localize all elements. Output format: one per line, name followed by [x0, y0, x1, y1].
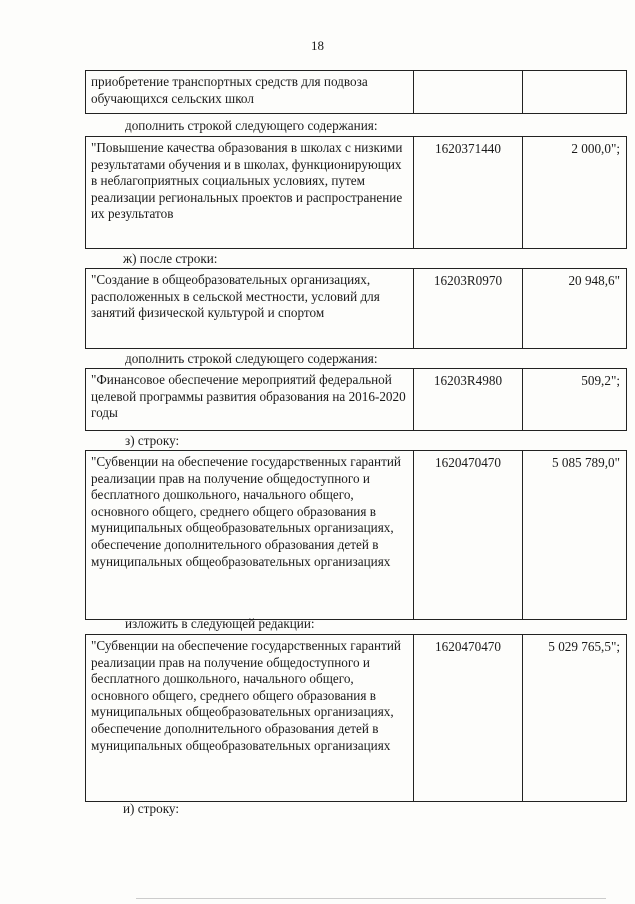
table-block [85, 268, 627, 349]
name-cell: "Субвенции на обеспечение государственных гарантий реализации прав на получение общедоступного и бесплатного дошкольного, начального общего, основного общего, среднего общего образования в муниципальных общеобразовательных организациях, обеспечение дополнительного образования детей в муниципальных общеобразовательных организациях [86, 451, 414, 620]
page-number: 18 [311, 38, 324, 53]
name-cell: "Создание в общеобразовательных организациях, расположенных в сельской местности, условий для занятий физической культурой и спортом [86, 269, 414, 349]
table-row [86, 269, 627, 349]
code-cell: 16203R0970 [414, 269, 523, 349]
amount-cell: 509,2"; [523, 369, 627, 431]
table-block [85, 634, 627, 802]
name-cell: приобретение транспортных средств для подвоза обучающихся сельских школ [86, 71, 414, 114]
code-cell: 16203R4980 [414, 369, 523, 431]
instruction-text: ж) после строки: [123, 251, 218, 266]
table-row [86, 71, 627, 114]
table-block [85, 450, 627, 620]
amount-cell [523, 71, 627, 114]
code-cell: 1620470470 [414, 635, 523, 802]
amount-cell: 5 029 765,5"; [523, 635, 627, 802]
table-row [86, 137, 627, 249]
table-block [85, 368, 627, 431]
scan-edge-line [136, 898, 606, 899]
table-row [86, 635, 627, 802]
instruction-text: изложить в следующей редакции: [125, 616, 315, 631]
table-block [85, 136, 627, 249]
name-cell: "Повышение качества образования в школах с низкими результатами обучения и в школах, функционирующих в неблагоприятных социальных условиях, путем реализации региональных проектов и распространение их результатов [86, 137, 414, 249]
table-row [86, 451, 627, 620]
code-cell: 1620470470 [414, 451, 523, 620]
instruction-text: и) строку: [123, 801, 180, 816]
name-cell: "Финансовое обеспечение мероприятий федеральной целевой программы развития образования на 2016-2020 годы [86, 369, 414, 431]
code-cell [414, 71, 523, 114]
instruction-text: дополнить строкой следующего содержания: [125, 351, 378, 366]
amount-cell: 20 948,6" [523, 269, 627, 349]
name-cell: "Субвенции на обеспечение государственных гарантий реализации прав на получение общедоступного и бесплатного дошкольного, начального общего, основного общего, среднего общего образования в муниципальных общеобразовательных организациях, обеспечение дополнительного образования детей в муниципальных общеобразовательных организациях [86, 635, 414, 802]
table-row [86, 369, 627, 431]
table-block [85, 70, 627, 114]
instruction-text: з) строку: [125, 433, 180, 448]
amount-cell: 5 085 789,0" [523, 451, 627, 620]
instruction-text: дополнить строкой следующего содержания: [125, 118, 378, 133]
code-cell: 1620371440 [414, 137, 523, 249]
amount-cell: 2 000,0"; [523, 137, 627, 249]
